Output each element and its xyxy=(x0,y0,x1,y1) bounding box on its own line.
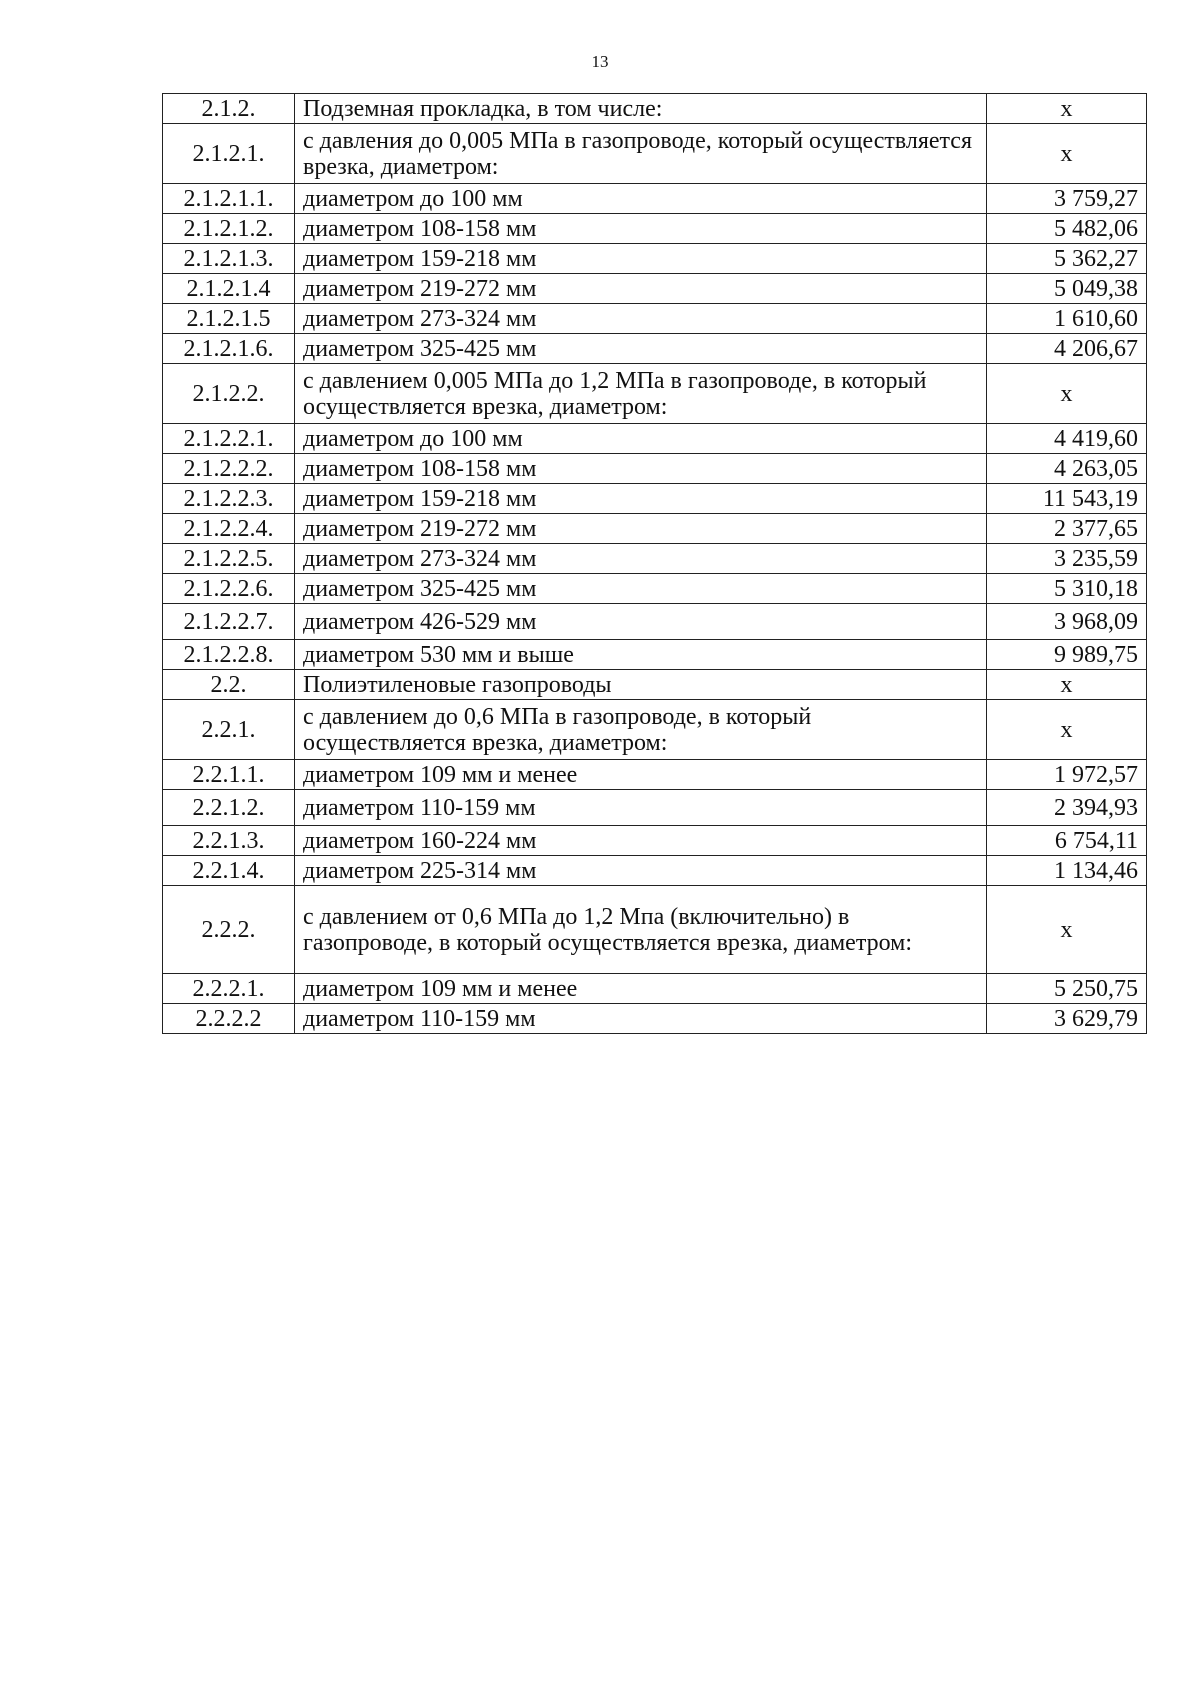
table-row xyxy=(163,604,1147,640)
table-row xyxy=(163,700,1147,760)
item-description: диаметром 109 мм и менее xyxy=(295,760,987,790)
item-value: х xyxy=(987,700,1147,760)
item-value: 5 482,06 xyxy=(987,214,1147,244)
item-value: 3 968,09 xyxy=(987,604,1147,640)
item-description: с давления до 0,005 МПа в газопроводе, который осуществляется врезка, диаметром: xyxy=(295,124,987,184)
item-description: диаметром 225-314 мм xyxy=(295,856,987,886)
item-value: 4 263,05 xyxy=(987,454,1147,484)
item-code: 2.1.2.1.2. xyxy=(163,214,295,244)
item-code: 2.1.2.1.5 xyxy=(163,304,295,334)
table-row xyxy=(163,124,1147,184)
item-value: х xyxy=(987,94,1147,124)
table-row xyxy=(163,1004,1147,1034)
item-code: 2.2.1.2. xyxy=(163,790,295,826)
item-code: 2.1.2.1.1. xyxy=(163,184,295,214)
item-value: х xyxy=(987,670,1147,700)
item-code: 2.1.2.1. xyxy=(163,124,295,184)
item-code: 2.1.2.2.7. xyxy=(163,604,295,640)
item-code: 2.1.2.2.5. xyxy=(163,544,295,574)
item-code: 2.1.2.2.1. xyxy=(163,424,295,454)
item-description: диаметром 108-158 мм xyxy=(295,454,987,484)
item-code: 2.1.2.2.4. xyxy=(163,514,295,544)
tariff-table-body xyxy=(163,94,1147,1034)
item-value: 3 759,27 xyxy=(987,184,1147,214)
item-description: диаметром 159-218 мм xyxy=(295,244,987,274)
item-value: 1 610,60 xyxy=(987,304,1147,334)
table-row xyxy=(163,790,1147,826)
table-row xyxy=(163,574,1147,604)
table-row xyxy=(163,454,1147,484)
item-value: 4 419,60 xyxy=(987,424,1147,454)
item-value: 11 543,19 xyxy=(987,484,1147,514)
page-number: 13 xyxy=(591,52,609,71)
table-row xyxy=(163,274,1147,304)
table-row xyxy=(163,94,1147,124)
item-value: 4 206,67 xyxy=(987,334,1147,364)
item-description: диаметром 219-272 мм xyxy=(295,514,987,544)
item-description: диаметром 530 мм и выше xyxy=(295,640,987,670)
item-code: 2.1.2.2.3. xyxy=(163,484,295,514)
item-code: 2.2.1. xyxy=(163,700,295,760)
table-row xyxy=(163,424,1147,454)
table-row xyxy=(163,484,1147,514)
item-value: 5 362,27 xyxy=(987,244,1147,274)
item-code: 2.2.1.1. xyxy=(163,760,295,790)
item-code: 2.2.1.4. xyxy=(163,856,295,886)
item-code: 2.2.1.3. xyxy=(163,826,295,856)
item-value: 3 629,79 xyxy=(987,1004,1147,1034)
item-description: диаметром 108-158 мм xyxy=(295,214,987,244)
item-value: 5 049,38 xyxy=(987,274,1147,304)
item-value: 1 972,57 xyxy=(987,760,1147,790)
item-code: 2.1.2.1.4 xyxy=(163,274,295,304)
item-description: с давлением до 0,6 МПа в газопроводе, в который осуществляется врезка, диаметром: xyxy=(295,700,987,760)
item-code: 2.1.2.2.8. xyxy=(163,640,295,670)
item-code: 2.2.2. xyxy=(163,886,295,974)
item-description: диаметром 159-218 мм xyxy=(295,484,987,514)
item-description: диаметром 273-324 мм xyxy=(295,304,987,334)
table-row xyxy=(163,364,1147,424)
item-value: 6 754,11 xyxy=(987,826,1147,856)
item-value: 5 310,18 xyxy=(987,574,1147,604)
item-value: 3 235,59 xyxy=(987,544,1147,574)
table-row xyxy=(163,974,1147,1004)
table-row xyxy=(163,670,1147,700)
table-row xyxy=(163,514,1147,544)
item-description: Полиэтиленовые газопроводы xyxy=(295,670,987,700)
item-description: диаметром 273-324 мм xyxy=(295,544,987,574)
item-code: 2.1.2.1.3. xyxy=(163,244,295,274)
item-description: с давлением 0,005 МПа до 1,2 МПа в газопроводе, в который осуществляется врезка, диаметром: xyxy=(295,364,987,424)
item-code: 2.1.2.2. xyxy=(163,364,295,424)
item-description: Подземная прокладка, в том числе: xyxy=(295,94,987,124)
item-description: с давлением от 0,6 МПа до 1,2 Мпа (включительно) в газопроводе, в который осуществляется врезка, диаметром: xyxy=(295,886,987,974)
item-code: 2.2.2.2 xyxy=(163,1004,295,1034)
item-value: х xyxy=(987,364,1147,424)
item-code: 2.1.2.1.6. xyxy=(163,334,295,364)
item-description: диаметром до 100 мм xyxy=(295,184,987,214)
item-description: диаметром 110-159 мм xyxy=(295,790,987,826)
item-description: диаметром 426-529 мм xyxy=(295,604,987,640)
item-code: 2.1.2.2.2. xyxy=(163,454,295,484)
table-row xyxy=(163,640,1147,670)
item-value: 5 250,75 xyxy=(987,974,1147,1004)
item-code: 2.1.2. xyxy=(163,94,295,124)
item-value: 1 134,46 xyxy=(987,856,1147,886)
table-row xyxy=(163,856,1147,886)
item-description: диаметром 109 мм и менее xyxy=(295,974,987,1004)
table-row xyxy=(163,184,1147,214)
table-row xyxy=(163,886,1147,974)
table-row xyxy=(163,334,1147,364)
item-value: 9 989,75 xyxy=(987,640,1147,670)
item-value: 2 394,93 xyxy=(987,790,1147,826)
item-value: 2 377,65 xyxy=(987,514,1147,544)
table-row xyxy=(163,760,1147,790)
table-row xyxy=(163,244,1147,274)
item-description: диаметром 325-425 мм xyxy=(295,334,987,364)
table-row xyxy=(163,826,1147,856)
item-code: 2.2. xyxy=(163,670,295,700)
table-row xyxy=(163,304,1147,334)
item-code: 2.1.2.2.6. xyxy=(163,574,295,604)
tariff-table xyxy=(162,93,1147,1034)
item-description: диаметром до 100 мм xyxy=(295,424,987,454)
item-description: диаметром 219-272 мм xyxy=(295,274,987,304)
item-description: диаметром 325-425 мм xyxy=(295,574,987,604)
item-description: диаметром 110-159 мм xyxy=(295,1004,987,1034)
table-row xyxy=(163,544,1147,574)
item-description: диаметром 160-224 мм xyxy=(295,826,987,856)
table-row xyxy=(163,214,1147,244)
item-code: 2.2.2.1. xyxy=(163,974,295,1004)
item-value: х xyxy=(987,886,1147,974)
item-value: х xyxy=(987,124,1147,184)
